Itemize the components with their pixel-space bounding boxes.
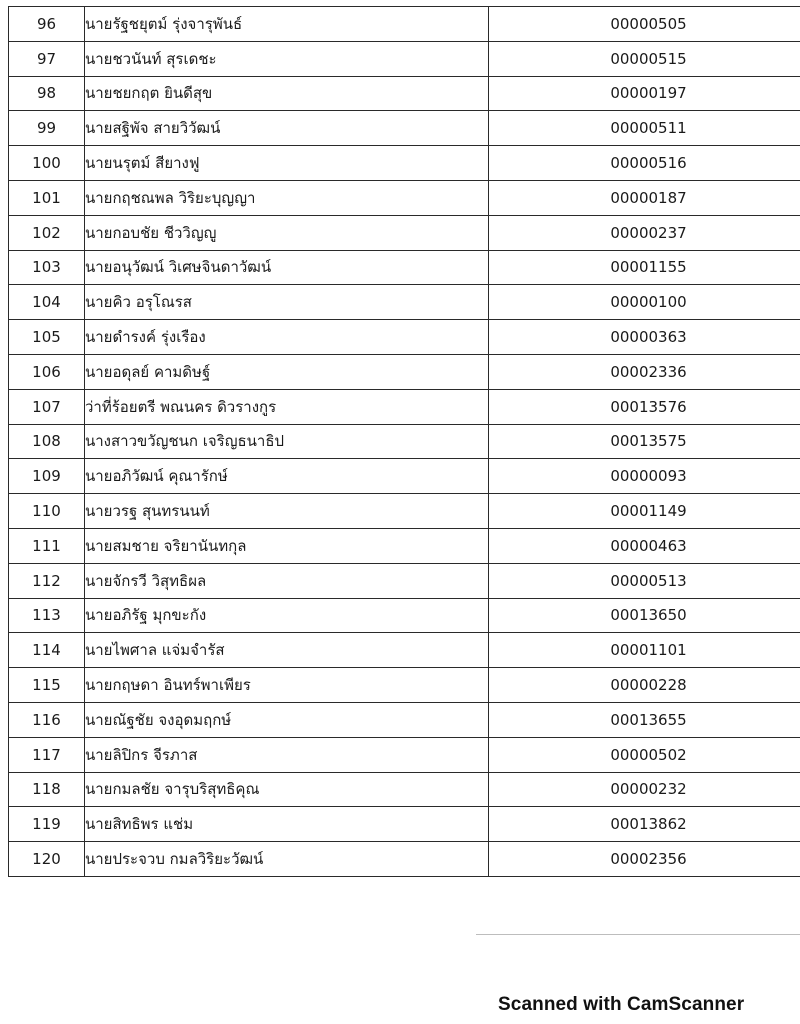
table-row (9, 7, 800, 42)
table-row (9, 41, 800, 76)
member-code: 00000232 (489, 772, 800, 807)
person-name: นายอภิรัฐ มุกขะกัง (85, 598, 489, 633)
row-number: 108 (9, 424, 85, 459)
table-row (9, 528, 800, 563)
member-code: 00002336 (489, 354, 800, 389)
row-number: 120 (9, 842, 85, 877)
table-row (9, 494, 800, 529)
member-code: 00000093 (489, 459, 800, 494)
person-name: นายนรุตม์ สียางฟู (85, 146, 489, 181)
member-code: 00001155 (489, 250, 800, 285)
table-row (9, 354, 800, 389)
row-number: 105 (9, 320, 85, 355)
row-number: 102 (9, 215, 85, 250)
member-code: 00000505 (489, 7, 800, 42)
row-number: 98 (9, 76, 85, 111)
member-code: 00000502 (489, 737, 800, 772)
row-number: 118 (9, 772, 85, 807)
row-number: 106 (9, 354, 85, 389)
person-name: นายสิทธิพร แช่ม (85, 807, 489, 842)
table-row (9, 598, 800, 633)
table-row (9, 563, 800, 598)
member-code: 00000228 (489, 668, 800, 703)
person-name: นายจักรวี วิสุทธิผล (85, 563, 489, 598)
person-name: นายสมชาย จริยานันทกุล (85, 528, 489, 563)
table-row (9, 633, 800, 668)
member-code: 00000463 (489, 528, 800, 563)
person-name: นายลิปิกร จีรภาส (85, 737, 489, 772)
person-name: นายกฤษดา อินทร์พาเพียร (85, 668, 489, 703)
person-name: นายณัฐชัย จงอุดมฤกษ์ (85, 702, 489, 737)
member-code: 00001101 (489, 633, 800, 668)
person-name: นายชยกฤต ยินดีสุข (85, 76, 489, 111)
row-number: 107 (9, 389, 85, 424)
footer-divider (476, 934, 800, 935)
member-code: 00013862 (489, 807, 800, 842)
table-row (9, 320, 800, 355)
camscanner-watermark: Scanned with CamScanner (498, 994, 745, 1015)
member-code: 00002356 (489, 842, 800, 877)
row-number: 119 (9, 807, 85, 842)
row-number: 100 (9, 146, 85, 181)
row-number: 116 (9, 702, 85, 737)
table-row (9, 459, 800, 494)
table-row (9, 111, 800, 146)
row-number: 117 (9, 737, 85, 772)
table-row (9, 180, 800, 215)
person-name: นายคิว อรุโณรส (85, 285, 489, 320)
table-row (9, 772, 800, 807)
member-code: 00000513 (489, 563, 800, 598)
person-name: นายอภิวัฒน์ คุณารักษ์ (85, 459, 489, 494)
person-name: นายอนุวัฒน์ วิเศษจินดาวัฒน์ (85, 250, 489, 285)
member-code: 00000516 (489, 146, 800, 181)
person-name: นายวรฐ สุนทรนนท์ (85, 494, 489, 529)
row-number: 104 (9, 285, 85, 320)
person-name: นายประจวบ กมลวิริยะวัฒน์ (85, 842, 489, 877)
person-name: นายชวนันท์ สุรเดชะ (85, 41, 489, 76)
row-number: 114 (9, 633, 85, 668)
member-code: 00013655 (489, 702, 800, 737)
table-row (9, 146, 800, 181)
table-row (9, 215, 800, 250)
member-code: 00000100 (489, 285, 800, 320)
row-number: 99 (9, 111, 85, 146)
row-number: 96 (9, 7, 85, 42)
table-row (9, 737, 800, 772)
table-row (9, 807, 800, 842)
member-code: 00013575 (489, 424, 800, 459)
person-name: นางสาวขวัญชนก เจริญธนาธิป (85, 424, 489, 459)
person-name: นายไพศาล แจ่มจำรัส (85, 633, 489, 668)
member-code: 00000237 (489, 215, 800, 250)
member-code: 00013576 (489, 389, 800, 424)
row-number: 103 (9, 250, 85, 285)
table-row (9, 842, 800, 877)
table-row (9, 668, 800, 703)
row-number: 115 (9, 668, 85, 703)
person-name: นายสฐิพัจ สายวิวัฒน์ (85, 111, 489, 146)
member-code: 00000515 (489, 41, 800, 76)
person-name: นายดำรงค์ รุ่งเรือง (85, 320, 489, 355)
row-number: 112 (9, 563, 85, 598)
table-row (9, 250, 800, 285)
person-name: นายรัฐชยุตม์ รุ่งจารุพันธ์ (85, 7, 489, 42)
row-number: 113 (9, 598, 85, 633)
person-name: นายกอบชัย ชีววิญญู (85, 215, 489, 250)
member-code: 00013650 (489, 598, 800, 633)
table-row (9, 702, 800, 737)
row-number: 111 (9, 528, 85, 563)
roster-table (8, 6, 800, 877)
member-code: 00000187 (489, 180, 800, 215)
person-name: ว่าที่ร้อยตรี พณนคร ดิวรางกูร (85, 389, 489, 424)
roster-table-body (9, 7, 800, 877)
member-code: 00000363 (489, 320, 800, 355)
row-number: 101 (9, 180, 85, 215)
person-name: นายกฤชณพล วิริยะบุญญา (85, 180, 489, 215)
person-name: นายอดุลย์ คามดิษฐ์ (85, 354, 489, 389)
member-code: 00000511 (489, 111, 800, 146)
member-code: 00001149 (489, 494, 800, 529)
table-row (9, 424, 800, 459)
table-row (9, 285, 800, 320)
table-row (9, 389, 800, 424)
member-code: 00000197 (489, 76, 800, 111)
row-number: 110 (9, 494, 85, 529)
table-row (9, 76, 800, 111)
person-name: นายกมลชัย จารุบริสุทธิคุณ (85, 772, 489, 807)
row-number: 97 (9, 41, 85, 76)
row-number: 109 (9, 459, 85, 494)
